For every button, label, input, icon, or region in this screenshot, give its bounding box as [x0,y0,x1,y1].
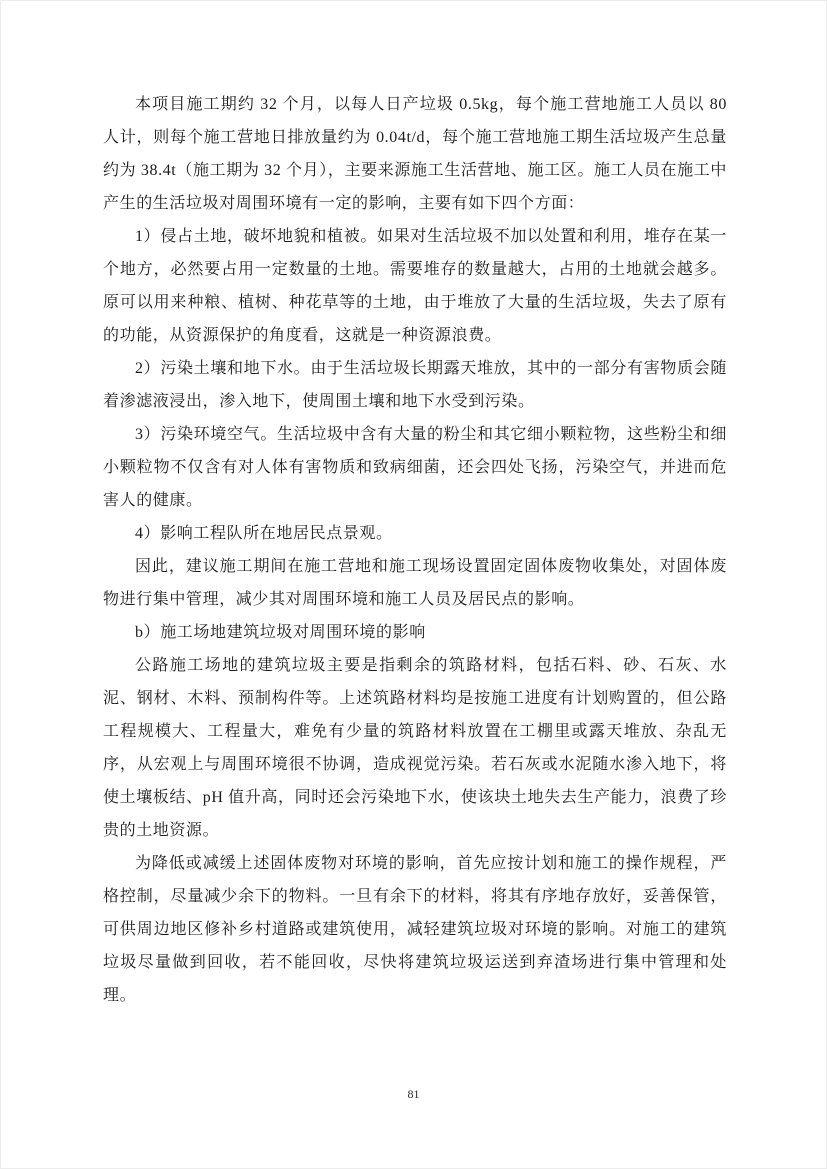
paragraph: 1）侵占土地，破坏地貌和植被。如果对生活垃圾不加以处置和利用，堆存在某一个地方，必然要占用一定数量的土地。需要堆存的数量越大，占用的土地就会越多。原可以用来种粮、植树、种花草等的土地，由于堆放了大量的生活垃圾，失去了原有的功能，从资源保护的角度看，这就是一种资源浪费。 [103,228,727,344]
paragraph: 4）影响工程队所在地居民点景观。 [135,525,393,542]
paragraph: 3）污染环境空气。生活垃圾中含有大量的粉尘和其它细小颗粒物，这些粉尘和细小颗粒物不仅含有对人体有害物质和致病细菌，还会四处飞扬，污染空气，并进而危害人的健康。 [103,426,727,509]
page-number: 81 [407,1087,420,1101]
page-body-text [103,88,727,1012]
paragraph: 为降低或减缓上述固体废物对环境的影响，首先应按计划和施工的操作规程，严格控制，尽量减少余下的物料。一旦有余下的材料，将其有序地存放好，妥善保管，可供周边地区修补乡村道路或建筑使用，减轻建筑垃圾对环境的影响。对施工的建筑垃圾尽量做到回收，若不能回收，尽快将建筑垃圾运送到弃渣场进行集中管理和处理。 [103,855,727,1004]
paragraph: 本项目施工期约 32 个月，以每人日产垃圾 0.5kg，每个施工营地施工人员以 80 人计，则每个施工营地日排放量约为 0.04t/d，每个施工营地施工期生活垃圾产生总量约为 38.4t（施工期为 32 个月），主要来源施工生活营地、施工区。施工人员在施工中产生的生活垃圾对周围环境有一定的影响，主要有如下四个方面： [103,96,727,212]
paragraph: 公路施工场地的建筑垃圾主要是指剩余的筑路材料，包括石料、砂、石灰、水泥、钢材、木料、预制构件等。上述筑路材料均是按施工进度有计划购置的，但公路工程规模大、工程量大，难免有少量的筑路材料放置在工棚里或露天堆放、杂乱无序，从宏观上与周围环境很不协调，造成视觉污染。若石灰或水泥随水渗入地下，将使土壤板结、pH 值升高，同时还会污染地下水，使该块土地失去生产能力，浪费了珍贵的土地资源。 [103,657,727,839]
paragraph: 2）污染土壤和地下水。由于生活垃圾长期露天堆放，其中的一部分有害物质会随着渗滤液浸出，渗入地下，使周围土壤和地下水受到污染。 [103,360,727,410]
page-footer [0,1086,827,1102]
section-heading-paragraph: b）施工场地建筑垃圾对周围环境的影响 [135,624,426,641]
paragraph: 因此，建议施工期间在施工营地和施工现场设置固定固体废物收集处，对固体废物进行集中管理，减少其对周围环境和施工人员及居民点的影响。 [103,558,727,608]
